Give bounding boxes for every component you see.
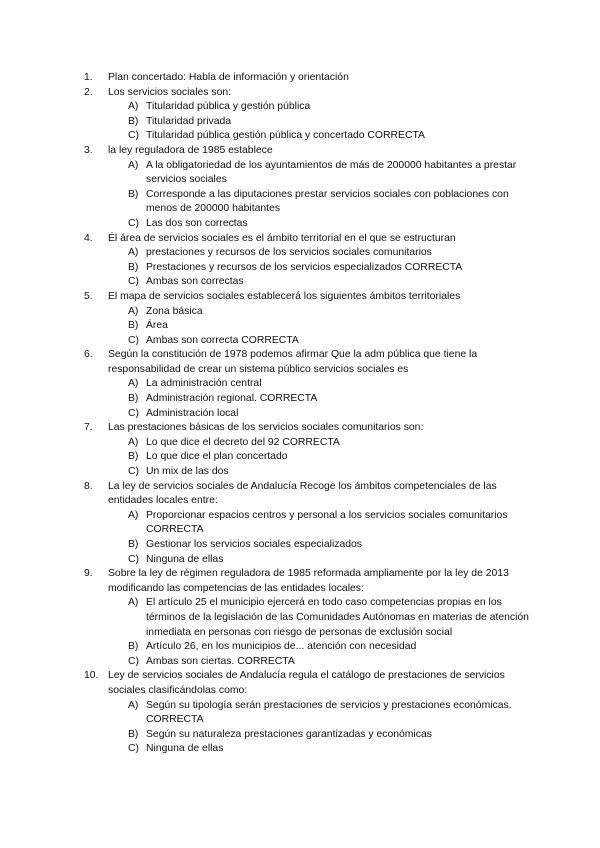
question-text: Él área de servicios sociales es el ámbito territorial en el que se estructuran [108,232,456,244]
option-letter: A) [128,509,139,521]
option-letter: C) [128,553,139,565]
option-letter: C) [128,334,139,346]
option-letter: B) [128,320,139,332]
question-item [84,232,534,290]
answer-option [128,699,534,728]
question-item [84,86,534,144]
option-text: Ambas son correcta CORRECTA [146,334,299,346]
option-text: Administración regional. CORRECTA [146,393,318,405]
question-number: 9. [84,568,93,580]
answer-option [128,436,534,451]
question-number: 3. [84,144,93,156]
option-letter: A) [128,305,139,317]
answer-option [128,742,534,757]
option-text: Área [146,320,168,332]
question-item [84,480,534,568]
answer-option [128,188,534,217]
option-text: Ninguna de ellas [146,553,224,565]
option-letter: A) [128,159,139,171]
option-text: Según su tipología serán prestaciones de servicios y prestaciones económicas. CORRECTA [146,699,512,726]
answer-option [128,275,534,290]
question-text: Las prestaciones básicas de los servicios sociales comunitarios son: [108,422,424,434]
answer-options [128,100,534,144]
question-text: Plan concertado: Habla de información y orientación [108,72,349,83]
answer-option [128,115,534,130]
option-text: Proporcionar espacios centros y personal a los servicios sociales comunitarios CORRECTA [146,509,508,536]
option-text: Ambas son ciertas. CORRECTA [146,655,295,667]
question-item [84,290,534,348]
option-letter: B) [128,539,139,550]
option-letter: C) [128,743,139,755]
answer-option [128,305,534,320]
option-text: Las dos son correctas [146,217,248,229]
question-text: Sobre la ley de régimen reguladora de 1985 reformada ampliamente por la ley de 2013 modificando las competencias de las entidades locales: [108,568,509,594]
option-text: Titularidad pública y gestión pública [146,101,311,113]
option-text: Zona básica [146,305,203,317]
question-number: 6. [84,349,93,361]
option-letter: B) [128,115,139,127]
answer-option [128,596,534,640]
option-letter: C) [128,466,139,478]
option-text: A la obligatoriedad de los ayuntamientos de más de 200000 habitantes a prestar servicios sociales [146,159,517,186]
option-letter: C) [128,407,139,419]
answer-options [128,305,534,349]
option-text: Según su naturaleza prestaciones garantizadas y económicas [146,728,432,740]
answer-option [128,334,534,349]
option-text: Ambas son correctas [146,276,244,288]
option-text: Artículo 26, en los municipios de... atención con necesidad [146,641,417,653]
option-letter: A) [128,378,139,390]
option-text: La administración central [146,378,262,390]
answer-option [128,392,534,407]
question-item [84,421,534,479]
answer-option [128,261,534,276]
question-text: La ley de servicios sociales de Andalucía Recoge los ámbitos competenciales de las entidades locales entre: [108,480,497,507]
option-text: Titularidad pública gestión pública y concertado CORRECTA [146,130,425,142]
answer-option [128,553,534,568]
question-item [84,669,534,757]
answer-option [128,407,534,422]
option-letter: B) [128,641,139,653]
option-text: Lo que dice el plan concertado [146,451,288,463]
option-letter: B) [128,188,139,200]
question-number: 5. [84,290,93,302]
answer-option [128,100,534,115]
answer-options [128,377,534,421]
answer-options [128,246,534,290]
option-text: El artículo 25 el municipio ejercerá en todo caso competencias propias en los términos de la legislación de las Comunidades Autónomas en materias de atención inmediata en personas con riesgo de personas de exclusión social [146,597,529,638]
question-text: la ley reguladora de 1985 establece [108,144,273,156]
option-text: Gestionar los servicios sociales especializados [146,539,362,550]
question-number: 2. [84,86,93,98]
answer-options [128,699,534,757]
option-letter: A) [128,699,139,711]
option-text: Ninguna de ellas [146,743,224,755]
option-text: Prestaciones y recursos de los servicios especializados CORRECTA [146,261,463,273]
option-text: Lo que dice el decreto del 92 CORRECTA [146,436,340,448]
answer-option [128,246,534,261]
option-letter: C) [128,130,139,142]
question-text: El mapa de servicios sociales establecerá los siguientes ámbitos territoriales [108,290,461,302]
option-letter: C) [128,217,139,229]
option-text: Un mix de las dos [146,466,229,478]
option-letter: A) [128,247,139,259]
option-letter: C) [128,655,139,667]
answer-option [128,319,534,334]
answer-option [128,538,534,553]
option-text: Administración local [146,407,239,419]
option-text: Corresponde a las diputaciones prestar servicios sociales con poblaciones con menos de 200000 habitantes [146,188,509,215]
option-text: Titularidad privada [146,115,232,127]
answer-options [128,509,534,567]
option-letter: A) [128,436,139,448]
question-text: Según la constitución de 1978 podemos afirmar Que la adm pública que tiene la responsabilidad de crear un sistema público servicios sociales es [108,349,478,375]
answer-option [128,217,534,232]
answer-option [128,159,534,188]
question-number: 10. [84,670,99,682]
question-text: Ley de servicios sociales de Andalucía regula el catálogo de prestaciones de servicios sociales clasificándolas como: [108,670,505,696]
question-text: Los servicios sociales son: [108,86,232,98]
question-item [84,71,534,86]
answer-option [128,640,534,655]
answer-option [128,129,534,144]
option-letter: B) [128,393,139,405]
answer-options [128,596,534,669]
answer-option [128,377,534,392]
answer-option [128,728,534,743]
option-letter: B) [128,728,139,740]
option-letter: A) [128,101,139,113]
option-letter: B) [128,451,139,463]
answer-option [128,465,534,480]
option-letter: A) [128,597,139,609]
question-item [84,348,534,421]
option-letter: B) [128,261,139,273]
question-number: 4. [84,232,93,244]
answer-option [128,450,534,465]
answer-option [128,655,534,670]
answer-option [128,509,534,538]
question-number: 8. [84,480,93,492]
question-list [84,71,534,757]
question-number: 7. [84,422,93,434]
answer-options [128,159,534,232]
option-text: prestaciones y recursos de los servicios sociales comunitarios [146,247,432,259]
question-number: 1. [84,72,93,83]
answer-options [128,436,534,480]
question-item [84,567,534,669]
option-letter: C) [128,276,139,288]
question-item [84,144,534,232]
